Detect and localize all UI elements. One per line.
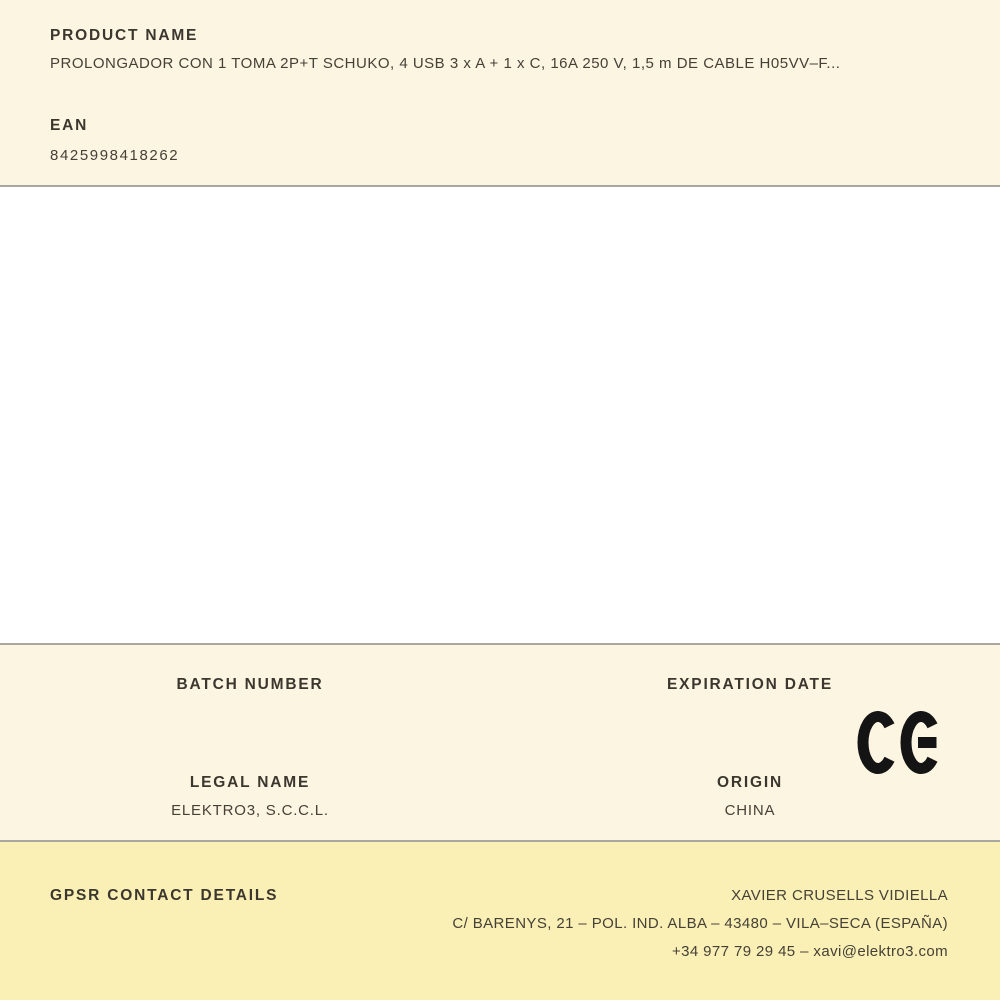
contact-phone-email: +34 977 79 29 45 – xavi@elektro3.com <box>671 943 948 960</box>
batch-expiration-row <box>0 675 1000 703</box>
ean-label: EAN <box>50 117 89 134</box>
gpsr-contact-lines <box>452 882 948 966</box>
batch-number-label: BATCH NUMBER <box>176 676 324 693</box>
gpsr-contact-label: GPSR CONTACT DETAILS <box>50 887 279 904</box>
origin-cell <box>500 773 1000 820</box>
product-image-area <box>0 187 1000 645</box>
product-name-label: PRODUCT NAME <box>50 27 199 44</box>
compliance-info-section <box>0 645 1000 842</box>
legal-origin-row <box>0 773 1000 820</box>
product-info-section <box>0 0 1000 187</box>
contact-person: XAVIER CRUSELLS VIDIELLA <box>731 887 948 904</box>
legal-name-cell <box>0 773 500 820</box>
product-name-value: PROLONGADOR CON 1 TOMA 2P+T SCHUKO, 4 USB 3 x A + 1 x C, 16A 250 V, 1,5 m DE CABLE H05VV–F... <box>50 55 841 72</box>
origin-label: ORIGIN <box>717 774 783 791</box>
ean-value: 8425998418262 <box>50 147 180 164</box>
legal-name-value: ELEKTRO3, S.C.C.L. <box>171 802 329 819</box>
origin-value: CHINA <box>724 802 776 819</box>
expiration-date-cell <box>500 675 1000 703</box>
batch-number-cell <box>0 675 500 703</box>
legal-name-label: LEGAL NAME <box>189 774 311 791</box>
ce-marking-icon <box>857 711 941 774</box>
gpsr-contact-section <box>0 842 1000 1000</box>
contact-address: C/ BARENYS, 21 – POL. IND. ALBA – 43480 – VILA–SECA (ESPAÑA) <box>452 915 948 932</box>
expiration-date-label: EXPIRATION DATE <box>667 676 833 693</box>
